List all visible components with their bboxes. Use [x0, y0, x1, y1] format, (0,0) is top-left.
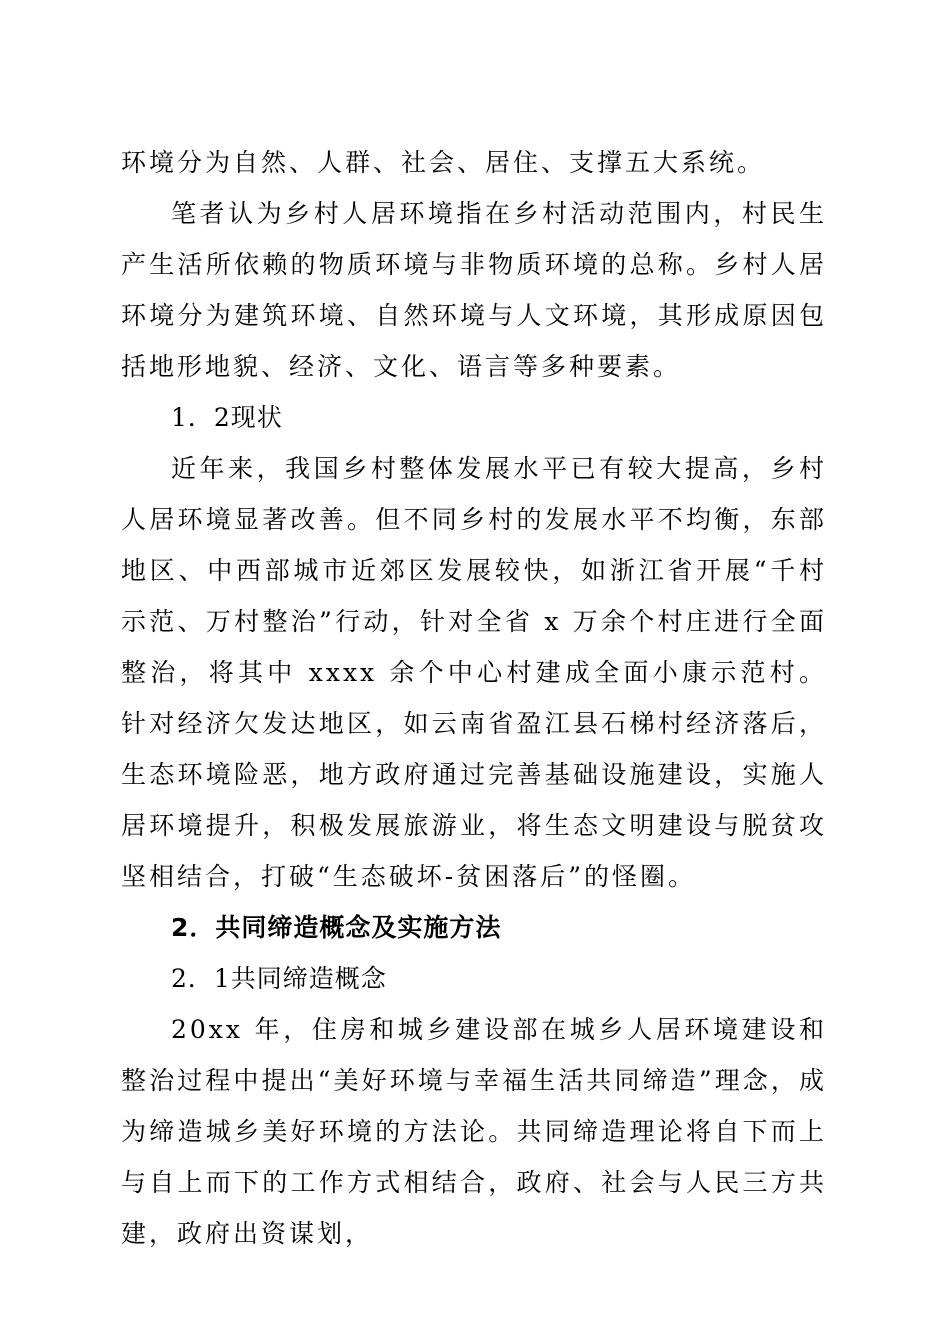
section-heading-2: 2．共同缔造概念及实施方法	[171, 913, 502, 942]
section-heading-2-1: 2．1共同缔造概念	[171, 964, 387, 993]
paragraph-current-status: 近年来，我国乡村整体发展水平已有较大提高，乡村人居环境显著改善。但不同乡村的发展水平不均衡，东部地区、中西部城市近郊区发展较快，如浙江省开展“千村示范、万村整治”行动，针对全省 x 万余个村庄进行全面整治，将其中 xxxx 余个中心村建成全面小康示范村。针对经济欠发达地区，如云南省盈江县石梯村经济落后，生态环境险恶，地方政府通过完善基础设施建设，实施人居环境提升，积极发展旅游业，将生态文明建设与脱贫攻坚相结合，打破“生态破坏-贫困落后”的怪圈。	[121, 454, 827, 891]
section-heading-1-2: 1．2现状	[171, 403, 283, 432]
paragraph-rural-environment-definition: 笔者认为乡村人居环境指在乡村活动范围内，村民生产生活所依赖的物质环境与非物质环境的总称。乡村人居环境分为建筑环境、自然环境与人文环境，其形成原因包括地形地貌、经济、文化、语言等多种要素。	[121, 199, 827, 381]
paragraph-continuation: 环境分为自然、人群、社会、居住、支撑五大系统。	[121, 148, 766, 177]
document-body	[121, 137, 827, 1259]
paragraph-co-creation-concept: 20xx 年，住房和城乡建设部在城乡人居环境建设和整治过程中提出“美好环境与幸福生活共同缔造”理念，成为缔造城乡美好环境的方法论。共同缔造理论将自下而上与自上而下的工作方式相结合，政府、社会与人民三方共建，政府出资谋划，	[121, 1015, 827, 1248]
